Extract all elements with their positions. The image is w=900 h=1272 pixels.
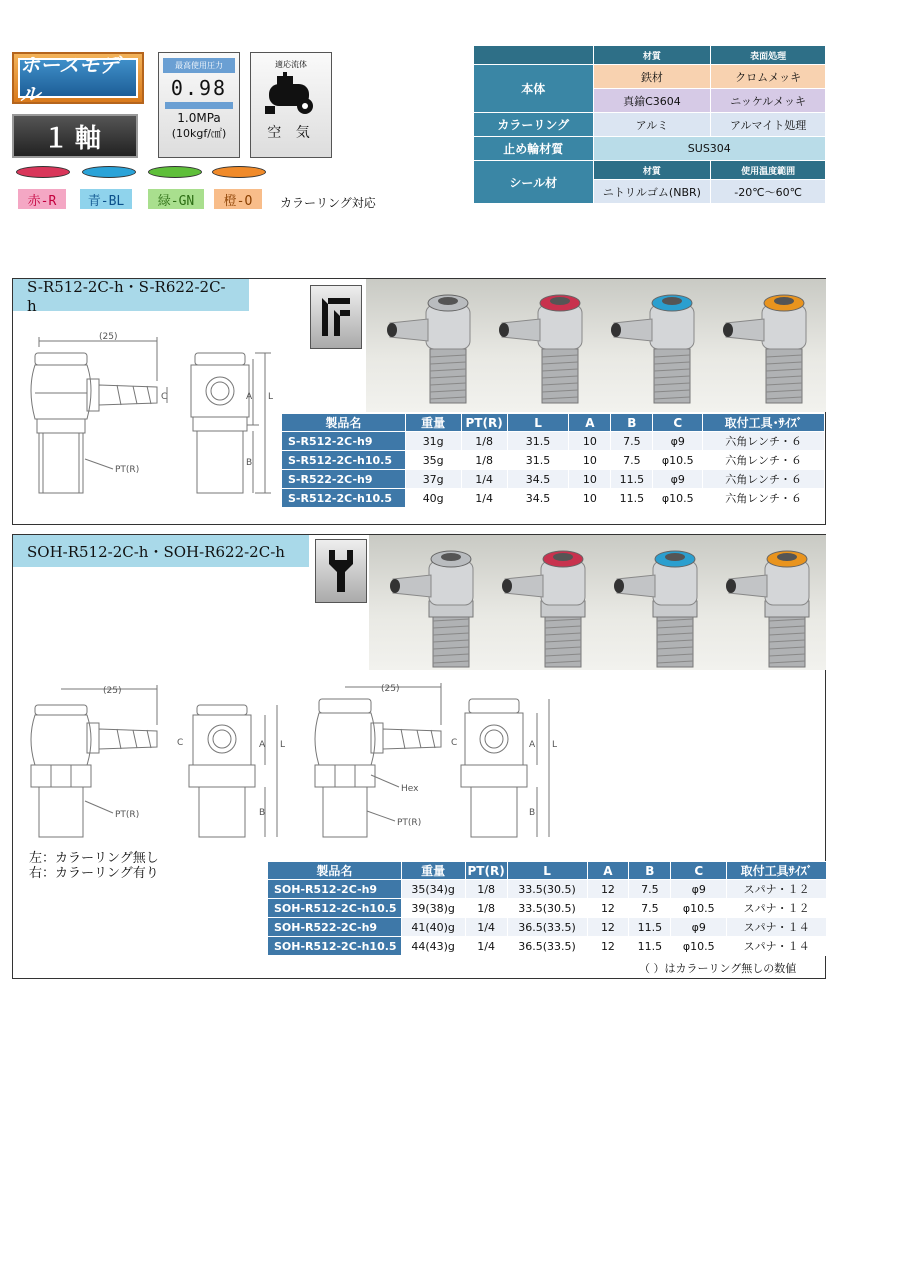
table-cell: 36.5(33.5) — [507, 918, 587, 937]
ring-label-blue: 青-BL — [80, 189, 132, 209]
ring-swatch-green — [148, 166, 202, 178]
mat-seal-label: シール材 — [474, 161, 594, 204]
mat-cell: 真鍮C3604 — [593, 89, 711, 113]
mat-seal-header: 使用温度範囲 — [711, 161, 826, 180]
fitting-photo — [726, 551, 809, 667]
spec-header: 重量 — [401, 862, 465, 880]
mat-cell: 鉄材 — [593, 65, 711, 89]
table-cell: 35g — [405, 451, 461, 470]
fitting-photo — [723, 295, 806, 403]
table-cell: 7.5 — [629, 899, 671, 918]
table-cell: 六角レンチ・６ — [703, 451, 825, 470]
table-cell: 12 — [587, 899, 629, 918]
mat-stop-ring-label: 止め輪材質 — [474, 137, 594, 161]
dim-l-right: L — [552, 740, 558, 750]
section-2-title: SOH-R512-2C-h・SOH-R622-2C-h — [13, 535, 309, 567]
dim-hex: Hex — [401, 784, 419, 794]
fitting-photo — [502, 551, 585, 667]
table-cell: φ9 — [671, 880, 727, 899]
table-cell: 六角レンチ・６ — [703, 489, 825, 508]
dim-b-left: B — [259, 808, 266, 818]
mat-cell: -20℃～60℃ — [711, 180, 826, 204]
table-row — [282, 470, 825, 489]
table-cell: 34.5 — [507, 470, 569, 489]
spec-header: B — [611, 414, 653, 432]
technical-drawing-2 — [21, 683, 561, 843]
table-cell: 39(38)g — [401, 899, 465, 918]
table-cell: 35(34)g — [401, 880, 465, 899]
mat-cell: クロムメッキ — [711, 65, 826, 89]
table-cell: 10 — [569, 432, 611, 451]
table-cell: 1/4 — [461, 470, 507, 489]
table-cell: 六角レンチ・６ — [703, 470, 825, 489]
spec-header: 製品名 — [268, 862, 402, 880]
table-cell: 7.5 — [611, 432, 653, 451]
dim-c: C — [161, 392, 168, 402]
table-cell: 33.5(30.5) — [507, 899, 587, 918]
table-cell: S-R522-2C-h9 — [282, 470, 406, 489]
fitting-photo — [499, 295, 582, 403]
table-row — [268, 880, 827, 899]
table-cell: 7.5 — [611, 451, 653, 470]
spec-header: L — [507, 862, 587, 880]
table-cell: 11.5 — [629, 918, 671, 937]
table-cell: 12 — [587, 937, 629, 956]
table-cell: 44(43)g — [401, 937, 465, 956]
table-cell: 10 — [569, 451, 611, 470]
table-cell: 31g — [405, 432, 461, 451]
fitting-photo — [390, 551, 473, 667]
table-cell: 10 — [569, 470, 611, 489]
table-cell: 1/8 — [465, 899, 507, 918]
table-cell: φ10.5 — [653, 451, 703, 470]
spec-table-2 — [267, 861, 827, 956]
mat-cell: SUS304 — [593, 137, 825, 161]
table-cell: φ10.5 — [671, 899, 727, 918]
ring-label-green: 緑-GN — [148, 189, 204, 209]
section-soh-r — [12, 534, 826, 979]
spec-header: PT(R) — [465, 862, 507, 880]
table-cell: φ9 — [653, 432, 703, 451]
pressure-label: 最高使用圧力 — [163, 58, 235, 73]
dim-pt-right: PT(R) — [397, 818, 422, 828]
dim-a-right: A — [529, 740, 536, 750]
ring-notes — [29, 851, 159, 881]
materials-table — [473, 45, 826, 204]
mat-body-label: 本体 — [474, 65, 594, 113]
spec-header: 製品名 — [282, 414, 406, 432]
spec-header: A — [587, 862, 629, 880]
note-left-no-ring: 左：カラーリング無し — [29, 851, 159, 866]
table-cell: SOH-R522-2C-h9 — [268, 918, 402, 937]
mat-cell: ニッケルメッキ — [711, 89, 826, 113]
table-cell: S-R512-2C-h9 — [282, 432, 406, 451]
table-cell: 1/8 — [461, 451, 507, 470]
table-cell: 1/8 — [461, 432, 507, 451]
section-1-title: S-R512-2C-h・S-R622-2C-h — [13, 279, 249, 311]
table-cell: 1/8 — [465, 880, 507, 899]
hose-model-badge — [12, 52, 144, 104]
table-cell: SOH-R512-2C-h10.5 — [268, 899, 402, 918]
table-cell: φ9 — [671, 918, 727, 937]
mat-header-surface: 表面処理 — [711, 46, 826, 65]
spec-header: PT(R) — [461, 414, 507, 432]
mat-cell: アルミ — [593, 113, 711, 137]
table-cell: 11.5 — [611, 470, 653, 489]
footnote: （ ）はカラーリング無しの数値 — [639, 962, 797, 975]
table-cell: SOH-R512-2C-h10.5 — [268, 937, 402, 956]
pressure-sub: (10kgf/㎠) — [171, 127, 227, 140]
table-cell: 1/4 — [461, 489, 507, 508]
table-cell: 1/4 — [465, 937, 507, 956]
table-cell: 六角レンチ・６ — [703, 432, 825, 451]
table-cell: 12 — [587, 880, 629, 899]
dim-a-left: A — [259, 740, 266, 750]
spec-header: 重量 — [405, 414, 461, 432]
table-row — [282, 451, 825, 470]
dim-25-left: (25) — [103, 686, 122, 696]
spec-table-1 — [281, 413, 825, 508]
pressure-box — [158, 52, 240, 158]
dim-b: B — [246, 458, 253, 468]
fitting-photo — [614, 551, 697, 667]
ring-label-red: 赤-R — [18, 189, 66, 209]
fluid-box — [250, 52, 332, 158]
product-photo-2 — [369, 535, 826, 670]
spanner-icon — [315, 539, 367, 603]
table-cell: スパナ・１２ — [727, 899, 827, 918]
table-cell: 1/4 — [465, 918, 507, 937]
mat-seal-header: 材質 — [593, 161, 711, 180]
table-cell: SOH-R512-2C-h9 — [268, 880, 402, 899]
dim-l: L — [268, 392, 274, 402]
table-cell: 31.5 — [507, 432, 569, 451]
table-cell: スパナ・１２ — [727, 880, 827, 899]
table-cell: 34.5 — [507, 489, 569, 508]
product-photo-1 — [366, 279, 826, 412]
dim-25: (25) — [99, 332, 118, 342]
dim-25-right: (25) — [381, 684, 400, 694]
spec-header: 取付工具ｻｲｽﾞ — [727, 862, 827, 880]
table-row — [268, 937, 827, 956]
table-cell: スパナ・１４ — [727, 937, 827, 956]
table-cell: S-R512-2C-h10.5 — [282, 489, 406, 508]
dim-l-left: L — [280, 740, 286, 750]
hose-model-label: ホースモデル — [18, 58, 138, 98]
table-cell: φ10.5 — [671, 937, 727, 956]
table-row — [268, 918, 827, 937]
table-cell: 36.5(33.5) — [507, 937, 587, 956]
table-cell: スパナ・１４ — [727, 918, 827, 937]
table-cell: S-R512-2C-h10.5 — [282, 451, 406, 470]
table-cell: 10 — [569, 489, 611, 508]
compressor-icon — [263, 72, 319, 118]
table-cell: 40g — [405, 489, 461, 508]
note-right-ring: 右：カラーリング有り — [29, 866, 159, 881]
ring-label-orange: 橙-O — [214, 189, 262, 209]
table-cell: 11.5 — [611, 489, 653, 508]
pressure-unit: 1.0MPa — [177, 111, 221, 125]
ring-swatch-orange — [212, 166, 266, 178]
dim-pt-left: PT(R) — [115, 810, 140, 820]
pressure-bar — [165, 102, 233, 109]
table-row — [282, 432, 825, 451]
spec-header: C — [671, 862, 727, 880]
ring-note: カラーリング対応 — [280, 196, 376, 210]
fluid-value: 空 気 — [267, 125, 315, 141]
dim-a: A — [246, 392, 253, 402]
spec-header: B — [629, 862, 671, 880]
spec-header: 取付工具･ｻｲｽﾞ — [703, 414, 825, 432]
mat-cell: アルマイト処理 — [711, 113, 826, 137]
fitting-photo — [387, 295, 470, 403]
table-cell: 12 — [587, 918, 629, 937]
spec-header: L — [507, 414, 569, 432]
table-cell: 41(40)g — [401, 918, 465, 937]
section-s-r — [12, 278, 826, 525]
table-cell: 33.5(30.5) — [507, 880, 587, 899]
ring-swatch-blue — [82, 166, 136, 178]
table-cell: 37g — [405, 470, 461, 489]
table-cell: 7.5 — [629, 880, 671, 899]
table-row — [282, 489, 825, 508]
spec-header: C — [653, 414, 703, 432]
mat-color-ring-label: カラーリング — [474, 113, 594, 137]
spec-header: A — [569, 414, 611, 432]
dim-b-right: B — [529, 808, 536, 818]
pressure-value: 0.98 — [170, 76, 228, 100]
mat-cell: ニトリルゴム(NBR) — [593, 180, 711, 204]
dim-c-right: C — [451, 738, 458, 748]
fitting-photo — [611, 295, 694, 403]
hex-wrench-icon — [310, 285, 362, 349]
dim-c-left: C — [177, 738, 184, 748]
table-row — [268, 899, 827, 918]
ring-swatch-red — [16, 166, 70, 178]
axis-badge: １軸 — [12, 114, 138, 158]
fluid-label: 適応流体 — [275, 60, 307, 69]
dim-pt: PT(R) — [115, 465, 140, 475]
table-cell: 11.5 — [629, 937, 671, 956]
table-cell: φ10.5 — [653, 489, 703, 508]
technical-drawing-1 — [21, 329, 281, 499]
mat-header-material: 材質 — [593, 46, 711, 65]
table-cell: φ9 — [653, 470, 703, 489]
table-cell: 31.5 — [507, 451, 569, 470]
